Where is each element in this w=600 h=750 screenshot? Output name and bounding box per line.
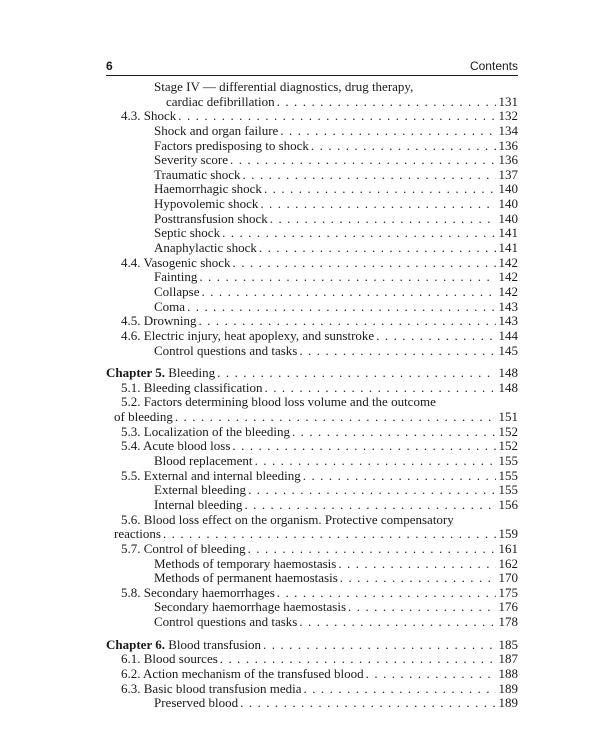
toc-entry (106, 557, 518, 572)
toc-entry (106, 600, 518, 615)
leader-dots (248, 483, 496, 498)
running-title: Contents (469, 59, 518, 73)
toc-page-number: 152 (498, 438, 518, 454)
toc-entry (106, 139, 518, 154)
toc-page-number: 140 (498, 181, 518, 197)
page-number: 6 (106, 59, 113, 73)
toc-entry-text: 6.1. Blood sources (121, 651, 218, 667)
leader-dots (163, 527, 496, 542)
leader-dots (222, 226, 496, 241)
toc-entry-text: Traumatic shock (154, 166, 241, 182)
toc-page-number: 152 (498, 423, 518, 439)
toc-entry (106, 410, 518, 425)
toc-page-number: 142 (498, 269, 518, 285)
leader-dots (340, 571, 496, 586)
toc-page-number: 148 (498, 379, 518, 395)
toc-page-number: 142 (498, 254, 518, 270)
toc-entry (106, 682, 518, 697)
toc-entry (106, 571, 518, 586)
toc-page-number: 155 (498, 482, 518, 498)
chapter-title: Blood transfusion (164, 636, 262, 652)
toc-entry (106, 285, 518, 300)
toc-entry-text: Secondary haemorrhage haemostasis (154, 599, 347, 615)
toc-page-number: 134 (498, 122, 518, 138)
leader-dots (265, 381, 496, 396)
chapter-label: Chapter 6. (106, 636, 165, 652)
toc-entry (106, 95, 518, 110)
leader-dots (348, 600, 496, 615)
toc-entry-text: Stage IV — differential diagnostics, drug therapy, (154, 79, 414, 94)
toc-page-number: 132 (498, 108, 518, 124)
toc-page-number: 176 (498, 599, 518, 615)
toc-entry (106, 425, 518, 440)
toc-entry-text: Hypovolemic shock (154, 196, 259, 212)
leader-dots (264, 182, 496, 197)
leader-dots (255, 454, 496, 469)
toc-page-number: 178 (498, 614, 518, 630)
toc-page-number: 136 (498, 137, 518, 153)
toc-entry-text: Haemorrhagic shock (154, 181, 262, 197)
toc-entry-text: 5.8. Secondary haemorrhages (121, 584, 275, 600)
leader-dots (259, 241, 496, 256)
leader-dots (280, 124, 496, 139)
leader-dots (248, 542, 496, 557)
toc-page-number: 142 (498, 283, 518, 299)
toc-entry-text: 5.5. External and internal bleeding (121, 467, 301, 483)
toc-entry (106, 586, 518, 601)
toc-entry (106, 469, 518, 484)
toc-page-number: 143 (498, 298, 518, 314)
toc-page-number: 161 (498, 540, 518, 556)
leader-dots (304, 682, 496, 697)
toc-entry-text: Collapse (154, 283, 200, 299)
leader-dots (220, 652, 496, 667)
toc-entry-text: Control questions and tasks (154, 342, 298, 358)
toc-entry-text (106, 366, 215, 381)
toc-entry-text: 4.6. Electric injury, heat apoplexy, and sunstroke (121, 327, 375, 343)
toc-entry (106, 483, 518, 498)
table-of-contents (106, 80, 518, 711)
leader-dots (338, 557, 496, 572)
toc-page-number: 143 (498, 313, 518, 329)
leader-dots (376, 329, 496, 344)
toc-entry (106, 241, 518, 256)
leader-dots (311, 139, 496, 154)
toc-chapter-entry (106, 638, 518, 653)
toc-entry (106, 615, 518, 630)
toc-entry-text: 5.2. Factors determining blood loss volume and the outcome (121, 394, 436, 410)
toc-page-number: 162 (498, 555, 518, 571)
toc-entry (106, 153, 518, 168)
leader-dots (366, 667, 496, 682)
leader-dots (217, 366, 496, 381)
toc-entry (106, 527, 518, 542)
toc-entry (106, 381, 518, 396)
toc-page-number: 155 (498, 453, 518, 469)
running-header (106, 58, 518, 76)
toc-entry-text: Coma (154, 298, 186, 314)
toc-page-number: 148 (498, 365, 518, 381)
toc-entry (106, 395, 518, 410)
header-rule (106, 75, 518, 76)
toc-entry (106, 124, 518, 139)
toc-entry-text: Severity score (154, 152, 229, 168)
toc-entry (106, 513, 518, 528)
leader-dots (299, 615, 496, 630)
toc-page-number: 159 (498, 526, 518, 542)
toc-entry-text: Methods of permanent haemostasis (154, 570, 338, 586)
leader-dots (187, 300, 496, 315)
toc-entry (106, 182, 518, 197)
chapter-title: Bleeding (164, 365, 216, 381)
toc-entry (106, 329, 518, 344)
toc-page-number: 151 (498, 409, 518, 425)
toc-entry-text: reactions (114, 526, 161, 542)
toc-entry-text: Shock and organ failure (154, 122, 279, 138)
toc-entry-text: Anaphylactic shock (154, 240, 257, 256)
toc-page-number: 189 (498, 695, 518, 711)
toc-entry (106, 168, 518, 183)
leader-dots (230, 153, 496, 168)
toc-page-number: 145 (498, 342, 518, 358)
toc-entry-text: 5.7. Control of bleeding (121, 540, 246, 556)
toc-page-number: 155 (498, 467, 518, 483)
leader-dots (244, 498, 496, 513)
leader-dots (277, 586, 496, 601)
toc-entry (106, 212, 518, 227)
toc-page-number: 144 (498, 327, 518, 343)
leader-dots (240, 696, 496, 711)
toc-entry (106, 109, 518, 124)
toc-entry (106, 344, 518, 359)
toc-entry (106, 226, 518, 241)
toc-page-number: 189 (498, 680, 518, 696)
toc-entry-text: 6.3. Basic blood transfusion media (121, 680, 302, 696)
leader-dots (303, 469, 496, 484)
toc-entry-text: Posttransfusion shock (154, 210, 268, 226)
leader-dots (233, 256, 496, 271)
toc-entry (106, 454, 518, 469)
toc-entry (106, 300, 518, 315)
leader-dots (260, 197, 496, 212)
leader-dots (198, 314, 496, 329)
leader-dots (202, 285, 497, 300)
toc-entry-text: Septic shock (154, 225, 221, 241)
toc-entry (106, 314, 518, 329)
toc-entry-text: cardiac defibrillation (166, 93, 275, 109)
toc-page-number: 140 (498, 210, 518, 226)
leader-dots (299, 344, 496, 359)
toc-page-number: 156 (498, 496, 518, 512)
toc-page-number: 187 (498, 651, 518, 667)
toc-entry-text: 5.3. Localization of the bleeding (121, 423, 290, 439)
toc-entry (106, 498, 518, 513)
toc-entry-text: Internal bleeding (154, 496, 243, 512)
toc-entry-text: External bleeding (154, 482, 247, 498)
toc-page-number: 170 (498, 570, 518, 586)
toc-entry-text: Fainting (154, 269, 198, 285)
toc-entry-text: 5.1. Bleeding classification (121, 379, 263, 395)
toc-entry-text: of bleeding (114, 409, 173, 425)
toc-page-number: 140 (498, 196, 518, 212)
toc-page-number: 175 (498, 584, 518, 600)
toc-entry-text: Control questions and tasks (154, 614, 298, 630)
toc-entry-text: 6.2. Action mechanism of the transfused blood (121, 665, 364, 681)
toc-entry (106, 197, 518, 212)
toc-entry (106, 270, 518, 285)
leader-dots (270, 212, 496, 227)
toc-page-number: 141 (498, 240, 518, 256)
toc-entry (106, 439, 518, 454)
leader-dots (199, 270, 496, 285)
toc-entry (106, 667, 518, 682)
toc-chapter-entry (106, 366, 518, 381)
toc-entry-text: 4.4. Vasogenic shock (121, 254, 231, 270)
toc-entry (106, 696, 518, 711)
toc-page-number: 136 (498, 152, 518, 168)
toc-entry-text: Blood replacement (154, 453, 253, 469)
toc-entry-text: 5.4. Acute blood loss (121, 438, 231, 454)
toc-page-number: 185 (498, 636, 518, 652)
leader-dots (243, 168, 496, 183)
toc-entry (106, 652, 518, 667)
leader-dots (175, 410, 496, 425)
leader-dots (277, 95, 496, 110)
toc-entry-text: Factors predisposing to shock (154, 137, 309, 153)
toc-entry (106, 256, 518, 271)
toc-entry (106, 80, 518, 95)
toc-entry-text: 5.6. Blood loss effect on the organism. Protective compensatory (121, 511, 454, 527)
chapter-label: Chapter 5. (106, 365, 165, 381)
toc-entry-text: Preserved blood (154, 695, 239, 711)
toc-entry (106, 542, 518, 557)
toc-page-number: 141 (498, 225, 518, 241)
leader-dots (292, 425, 496, 440)
toc-page-number: 137 (498, 166, 518, 182)
toc-entry-text: 4.5. Drowning (121, 313, 197, 329)
toc-entry-text: 4.3. Shock (121, 108, 177, 124)
toc-page-number: 188 (498, 665, 518, 681)
toc-entry-text (106, 638, 261, 653)
toc-page-number: 131 (498, 93, 518, 109)
leader-dots (232, 439, 496, 454)
toc-entry-text: Methods of temporary haemostasis (154, 555, 337, 571)
leader-dots (178, 109, 496, 124)
leader-dots (263, 638, 496, 653)
